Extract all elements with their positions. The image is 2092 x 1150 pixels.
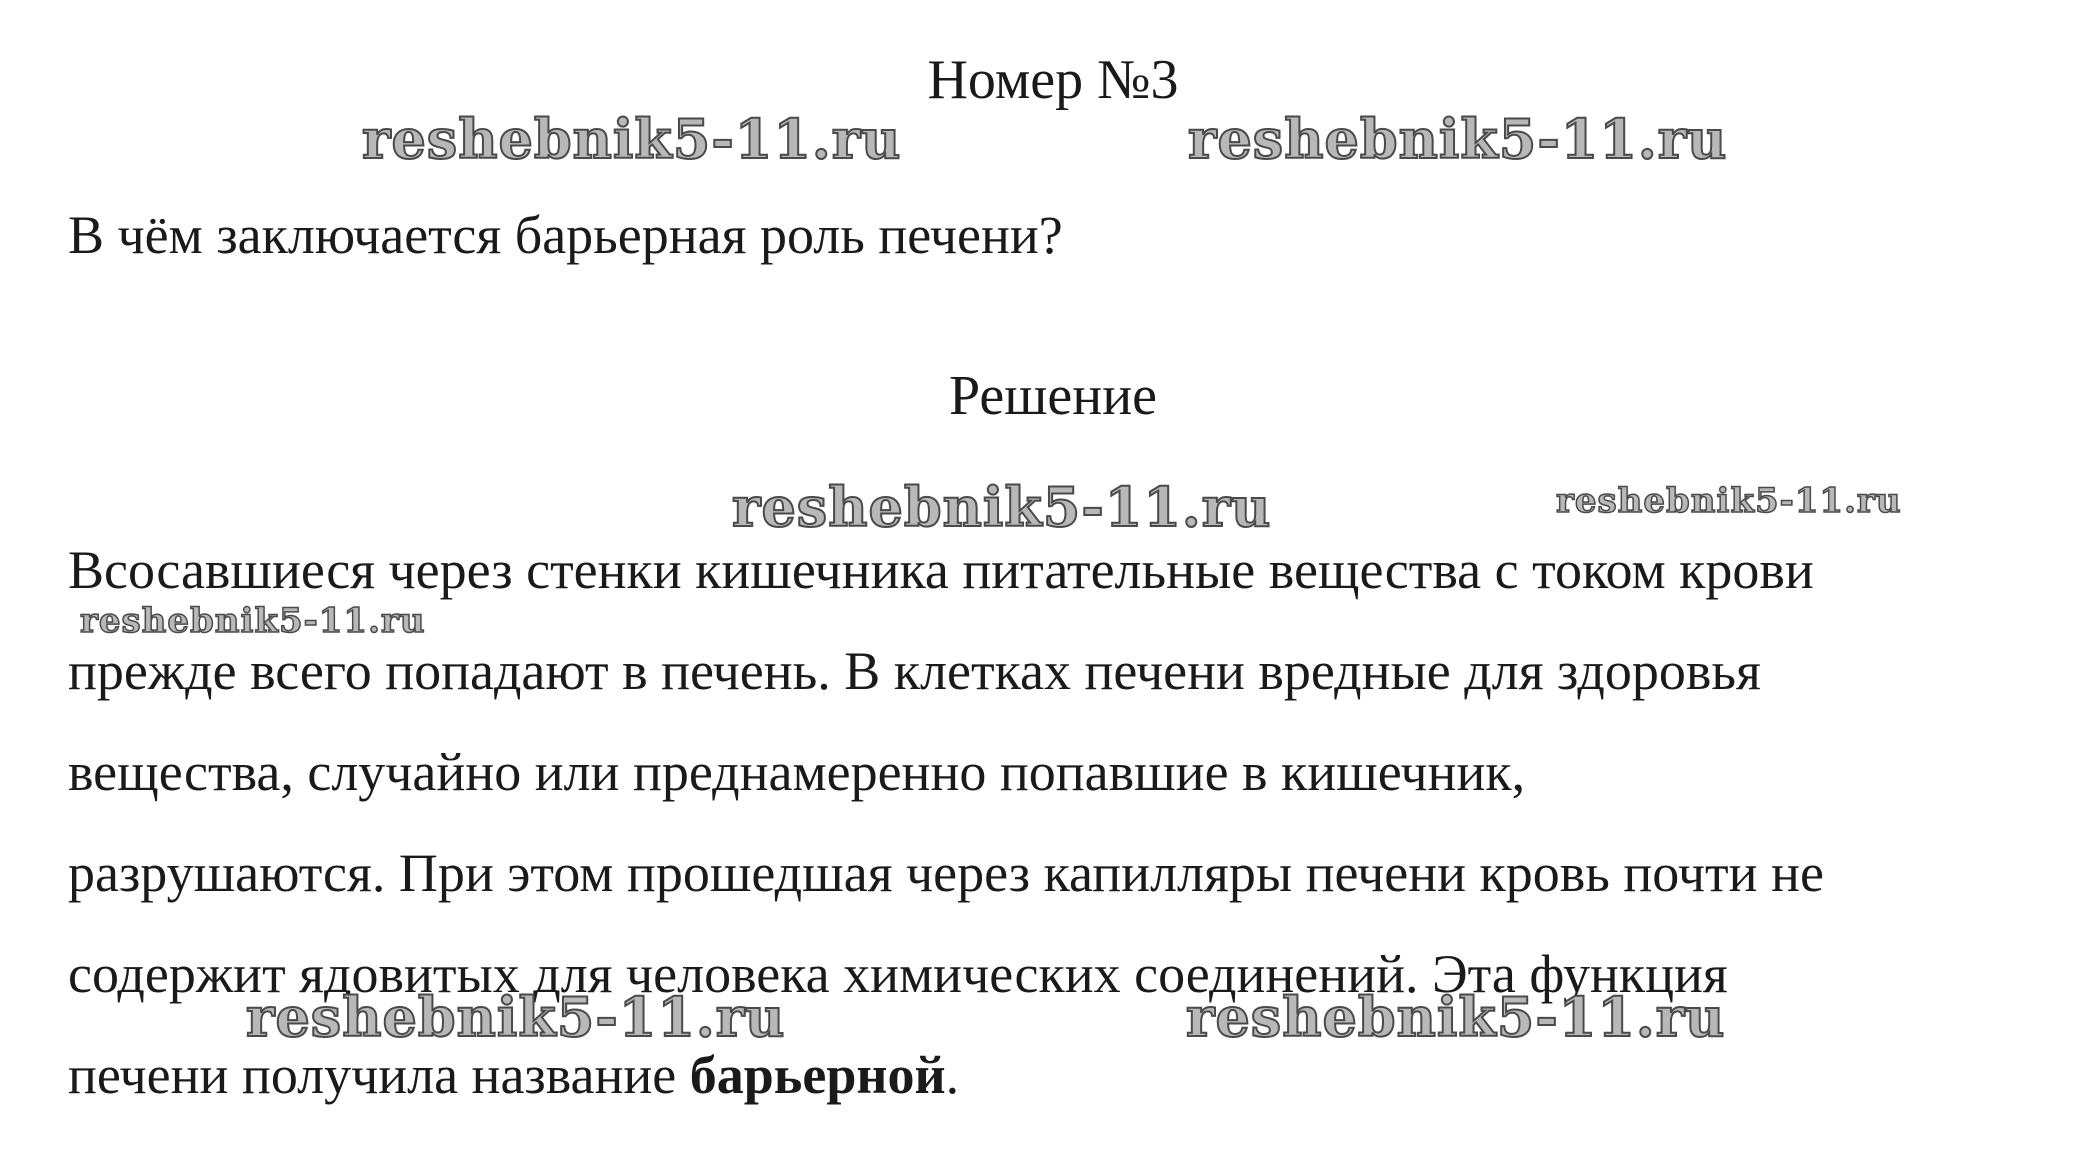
answer-line: Всосавшиеся через стенки кишечника питательные вещества с током крови xyxy=(68,540,1814,600)
answer-last-line-suffix: . xyxy=(945,1045,960,1105)
watermark: reshebnik5-11.ru xyxy=(362,107,902,171)
watermark: reshebnik5-11.ru xyxy=(246,985,786,1049)
question-text: В чём заключается барьерная роль печени? xyxy=(68,205,1063,265)
answer-last-line-prefix: печени получила название xyxy=(68,1045,690,1105)
watermark: reshebnik5-11.ru xyxy=(1186,985,1726,1049)
answer-bold-term: барьерной xyxy=(689,1045,946,1105)
answer-line: разрушаются. При этом прошедшая через капилляры печени кровь почти не xyxy=(68,843,1824,903)
watermark: reshebnik5-11.ru xyxy=(80,601,426,641)
watermark: reshebnik5-11.ru xyxy=(1188,107,1728,171)
answer-line: вещества, случайно или преднамеренно попавшие в кишечник, xyxy=(68,742,1526,802)
page-title: Номер №3 xyxy=(927,49,1179,111)
watermark: reshebnik5-11.ru xyxy=(1556,481,1902,521)
watermark: reshebnik5-11.ru xyxy=(732,475,1272,539)
answer-line: содержит ядовитых для человека химических соединений. Эта функция xyxy=(68,944,1728,1004)
answer-line: прежде всего попадают в печень. В клетках печени вредные для здоровья xyxy=(68,641,1761,701)
solution-heading: Решение xyxy=(948,365,1158,427)
